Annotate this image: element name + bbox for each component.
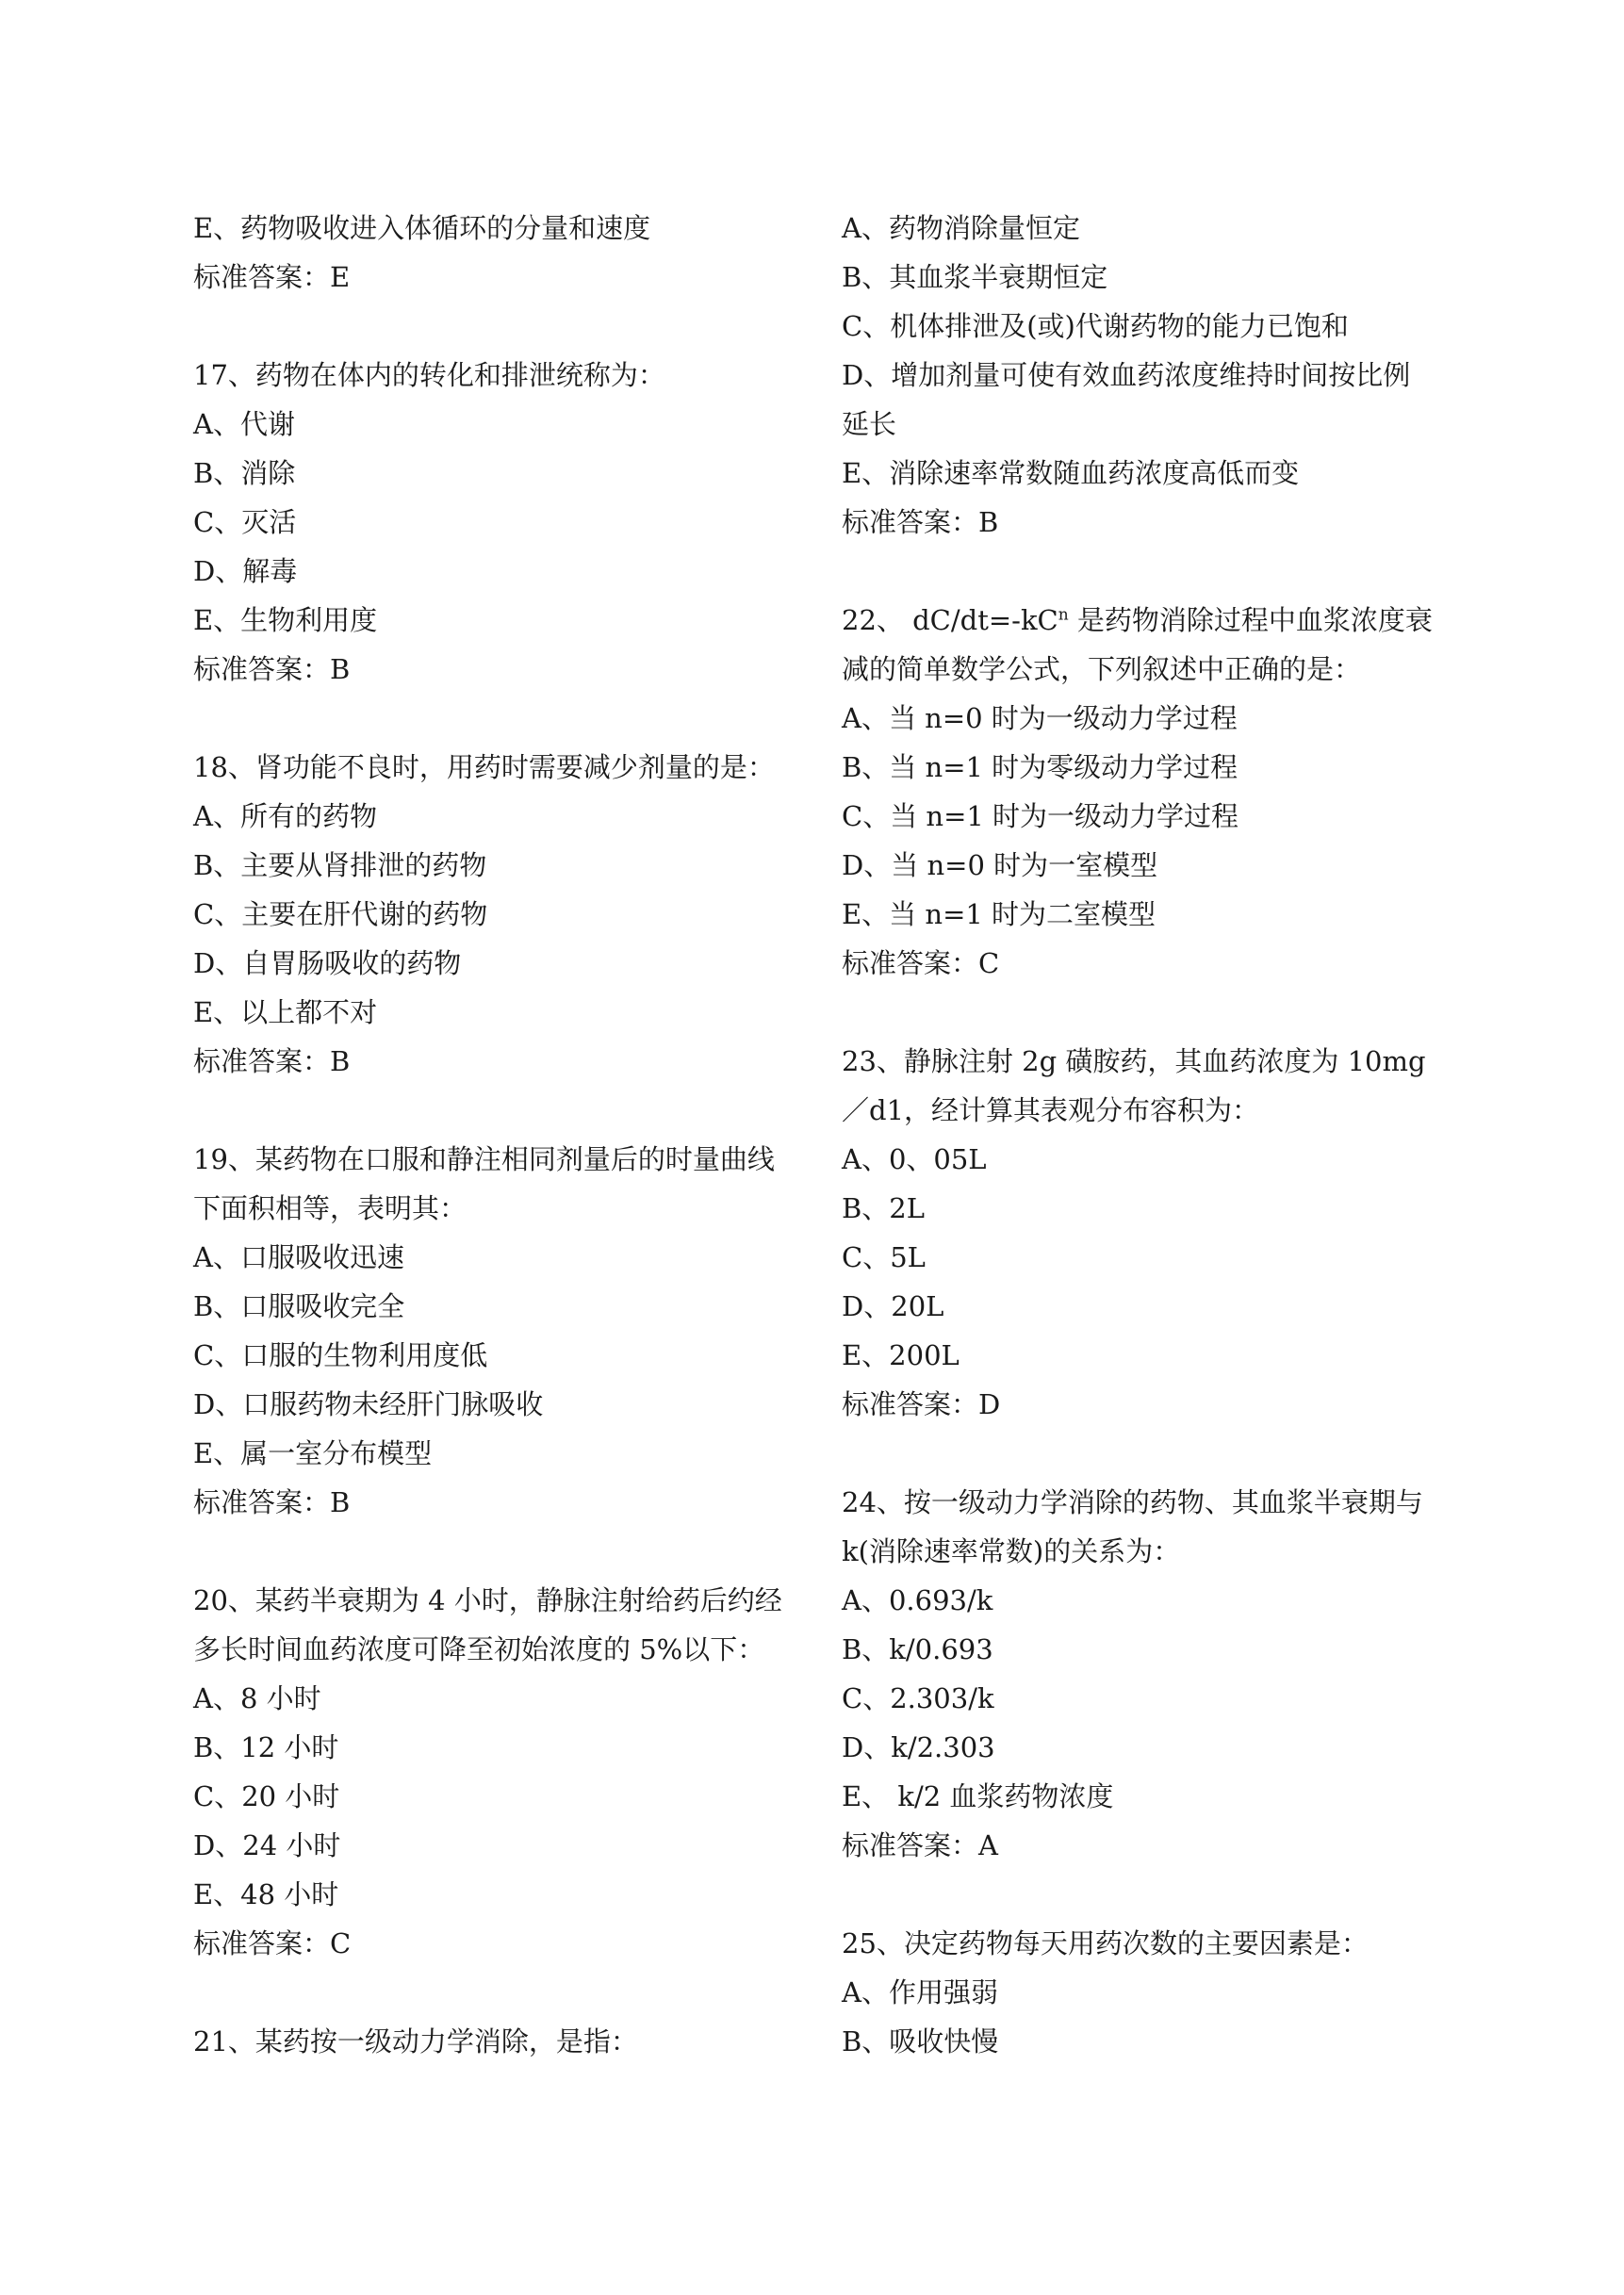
- option-line: B、消除: [193, 457, 296, 489]
- option-line: E、消除速率常数随血药浓度高低而变: [842, 457, 1300, 489]
- spacer: [842, 547, 1445, 596]
- option-line: D、当 n=0 时为一室模型: [842, 849, 1158, 881]
- question-title: 23、静脉注射 2g 磺胺药，其血药浓度为 10mg: [842, 1045, 1426, 1077]
- question-title: 24、按一级动力学消除的药物、其血浆半衰期与: [842, 1486, 1423, 1518]
- option-line: B、其血浆半衰期恒定: [842, 261, 1108, 293]
- question-title: 19、某药物在口服和静注相同剂量后的时量曲线: [193, 1143, 775, 1175]
- option-line: E、生物利用度: [193, 604, 378, 636]
- option-line: D、k/2.303: [842, 1731, 995, 1763]
- question-title-cont: ／d1，经计算其表观分布容积为：: [842, 1094, 1260, 1126]
- question-block: [193, 351, 806, 694]
- answer-line: 标准答案：B: [842, 506, 999, 538]
- option-line: B、2L: [842, 1192, 926, 1224]
- option-line: B、主要从肾排泄的药物: [193, 849, 487, 881]
- question-block: [842, 1919, 1445, 2066]
- question-title: 20、某药半衰期为 4 小时，静脉注射给药后约经: [193, 1584, 782, 1616]
- formula-exponent: n: [1058, 605, 1069, 625]
- spacer: [193, 1968, 806, 2017]
- formula-text: 22、 dC/dt=-kC: [842, 604, 1058, 636]
- option-line: A、当 n=0 时为一级动力学过程: [842, 702, 1238, 734]
- option-line: A、8 小时: [193, 1682, 321, 1714]
- spacer: [842, 1870, 1445, 1919]
- answer-line: 标准答案：B: [193, 653, 351, 685]
- question-title-cont: 下面积相等，表明其：: [193, 1192, 468, 1224]
- question-title-cont: k(消除速率常数)的关系为：: [842, 1535, 1181, 1567]
- question-block: [193, 743, 806, 1086]
- option-line: A、药物消除量恒定: [842, 212, 1080, 244]
- question-block: [842, 1478, 1445, 1870]
- option-line: D、24 小时: [193, 1829, 341, 1861]
- option-line: A、所有的药物: [193, 800, 377, 832]
- option-line: E、当 n=1 时为二室模型: [842, 898, 1156, 930]
- option-line: A、0.693/k: [842, 1584, 993, 1616]
- option-line: D、口服药物未经肝门脉吸收: [193, 1388, 544, 1420]
- spacer: [193, 1086, 806, 1135]
- option-line: C、机体排泄及(或)代谢药物的能力已饱和: [842, 310, 1349, 342]
- option-line: C、当 n=1 时为一级动力学过程: [842, 800, 1239, 832]
- question-block: [193, 2017, 806, 2066]
- option-line: E、48 小时: [193, 1878, 339, 1910]
- option-line: A、0、05L: [842, 1143, 987, 1175]
- answer-line: 标准答案：B: [193, 1045, 351, 1077]
- left-column: [193, 204, 806, 2066]
- spacer: [842, 1429, 1445, 1478]
- option-line: B、吸收快慢: [842, 2025, 999, 2057]
- option-line: B、12 小时: [193, 1731, 339, 1763]
- question-block: [193, 204, 806, 302]
- question-title: 17、药物在体内的转化和排泄统称为：: [193, 359, 665, 391]
- answer-line: 标准答案：C: [842, 947, 1000, 979]
- option-line: D、自胃肠吸收的药物: [193, 947, 462, 979]
- option-line: E、以上都不对: [193, 996, 378, 1028]
- option-line: E、200L: [842, 1339, 960, 1371]
- question-title: 21、某药按一级动力学消除，是指：: [193, 2025, 638, 2057]
- question-title: 18、肾功能不良时，用药时需要减少剂量的是：: [193, 751, 775, 783]
- option-line: C、主要在肝代谢的药物: [193, 898, 488, 930]
- option-line: D、解毒: [193, 555, 298, 587]
- option-line: B、当 n=1 时为零级动力学过程: [842, 751, 1239, 783]
- question-block: [842, 204, 1445, 547]
- question-block: [842, 596, 1445, 988]
- option-line: E、属一室分布模型: [193, 1437, 433, 1469]
- option-line: E、 k/2 血浆药物浓度: [842, 1780, 1114, 1812]
- answer-line: 标准答案：B: [193, 1486, 351, 1518]
- title-text: 是药物消除过程中血浆浓度衰: [1068, 604, 1433, 636]
- option-line: B、k/0.693: [842, 1633, 993, 1665]
- answer-line: 标准答案：E: [193, 261, 351, 293]
- option-line: D、增加剂量可使有效血药浓度维持时间按比例: [842, 359, 1411, 391]
- option-line: C、2.303/k: [842, 1682, 994, 1714]
- spacer: [193, 1527, 806, 1576]
- answer-line: 标准答案：C: [193, 1927, 352, 1959]
- question-block: [842, 1037, 1445, 1429]
- option-line: D、20L: [842, 1290, 944, 1322]
- option-line: A、口服吸收迅速: [193, 1241, 404, 1273]
- option-line: A、代谢: [193, 408, 295, 440]
- question-title-cont: 多长时间血药浓度可降至初始浓度的 5%以下：: [193, 1633, 765, 1665]
- answer-line: 标准答案：A: [842, 1829, 998, 1861]
- option-line: C、20 小时: [193, 1780, 340, 1812]
- question-block: [193, 1135, 806, 1527]
- option-line: B、口服吸收完全: [193, 1290, 405, 1322]
- option-line: C、口服的生物利用度低: [193, 1339, 488, 1371]
- question-title: [842, 596, 1445, 645]
- question-block: [193, 1576, 806, 1968]
- spacer: [193, 694, 806, 743]
- option-line: E、药物吸收进入体循环的分量和速度: [193, 212, 651, 244]
- option-line: C、5L: [842, 1241, 926, 1273]
- spacer: [842, 988, 1445, 1037]
- option-line: A、作用强弱: [842, 1976, 998, 2008]
- right-column: [842, 204, 1445, 2066]
- answer-line: 标准答案：D: [842, 1388, 1001, 1420]
- question-title: 25、决定药物每天用药次数的主要因素是：: [842, 1927, 1369, 1959]
- option-line-cont: 延长: [842, 408, 897, 440]
- option-line: C、灭活: [193, 506, 297, 538]
- spacer: [193, 302, 806, 351]
- question-title-cont: 减的简单数学公式，下列叙述中正确的是：: [842, 653, 1362, 685]
